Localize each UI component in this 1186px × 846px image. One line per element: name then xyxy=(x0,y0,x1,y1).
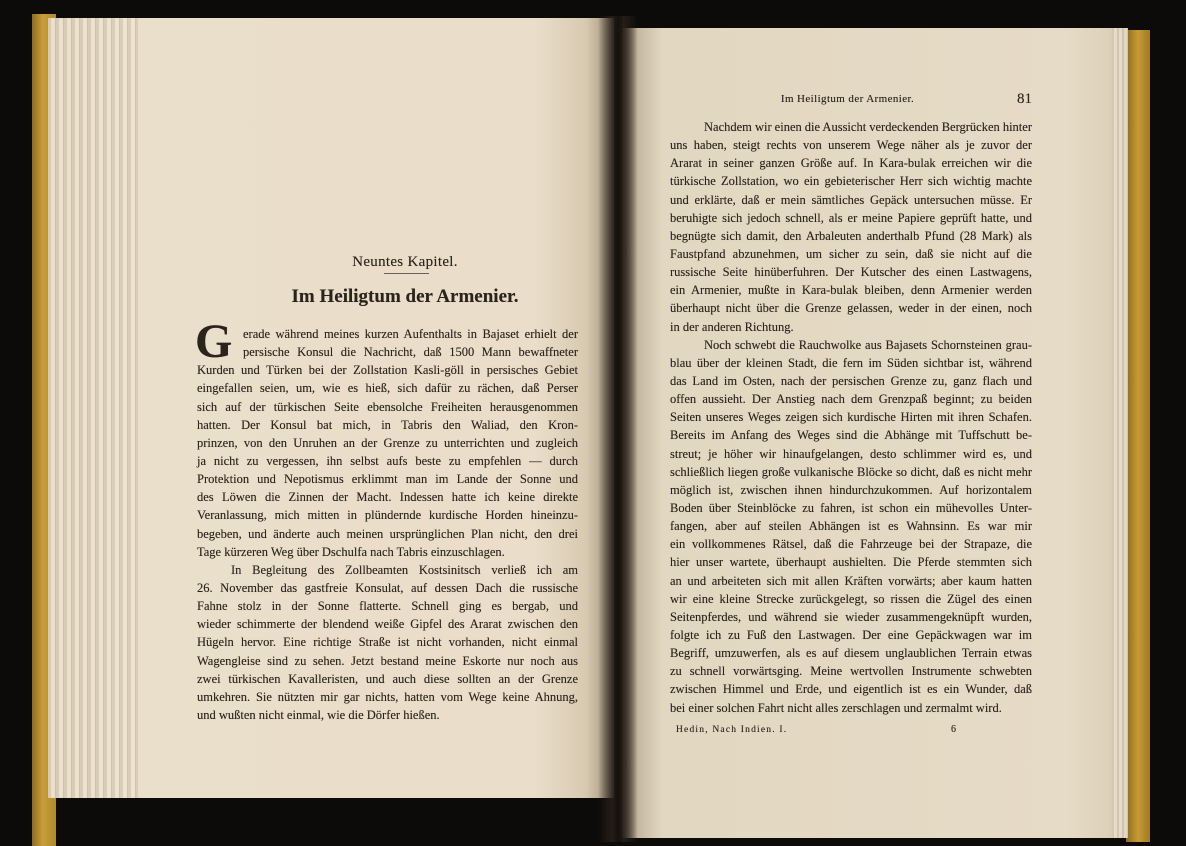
line-text: Kurden und Türken bei der Zollstation Kasli-göll in persisches Gebiet xyxy=(197,363,578,378)
text-line xyxy=(197,615,578,633)
paragraph xyxy=(670,336,1032,717)
line-text: Seiten unseres Weges zeigen sich kurdische Hirten mit ihren Schafen. xyxy=(670,410,1032,425)
text-line xyxy=(197,706,578,724)
line-text: beruhigte sich jedoch schnell, als er meine Papiere geprüft hatte, und xyxy=(670,210,1032,225)
line-text: hier unser wartete, überhaupt aushielten. Die Pferde stemmten sich xyxy=(670,555,1032,570)
line-text: begeben, und änderte auch meinen ursprünglichen Plan nicht, den drei xyxy=(197,526,578,541)
line-text: ein Armenier, mußte in Kara-bulak bleiben, denn Armenier werden xyxy=(670,283,1032,298)
text-line xyxy=(670,191,1032,209)
text-line xyxy=(243,325,578,343)
page-number: 81 xyxy=(1017,91,1032,107)
line-text: Hügeln hervor. Eine richtige Straße ist nicht vorhanden, nicht einmal xyxy=(197,635,578,650)
page-stack-edges-left xyxy=(48,18,138,798)
line-text: Protektion und Nepotismus erklimmt man im Lande der Sonne und xyxy=(197,472,578,487)
text-line xyxy=(197,633,578,651)
text-line xyxy=(197,597,578,615)
text-line xyxy=(197,670,578,688)
paragraph xyxy=(197,561,578,724)
text-line xyxy=(670,463,1032,481)
text-line xyxy=(704,336,1032,354)
line-text: umkehren. Sie nützten mir gar nichts, hatten vom Wege keine Ahnung, xyxy=(197,689,578,704)
book-cover-right-edge xyxy=(1126,30,1150,842)
text-line xyxy=(197,506,578,524)
text-line xyxy=(231,561,578,579)
line-text: eingefallen seien, um, wie es hieß, sich dafür zu rächen, daß Perser xyxy=(197,381,578,396)
line-text: Ararat in seiner ganzen Größe auf. In Kara-bulak erreichen wir die xyxy=(670,156,1032,171)
text-line xyxy=(197,434,578,452)
text-line xyxy=(670,644,1032,662)
text-line xyxy=(197,525,578,543)
text-line xyxy=(670,680,1032,698)
text-line xyxy=(670,136,1032,154)
line-text: folgte ich zu Fuß den Lastwagen. Der eine Gepäckwagen war im xyxy=(670,627,1032,642)
line-text: In Begleitung des Zollbeamten Kostsinitsch verließ ich am xyxy=(231,562,578,577)
running-head: Im Heiligtum der Armenier. xyxy=(780,93,915,105)
line-text: persische Konsul die Nachricht, daß 1500 Mann bewaffneter xyxy=(243,345,578,360)
text-line xyxy=(197,488,578,506)
line-text: überhaupt nicht über die Grenze gelassen, weder in der einen, noch xyxy=(670,301,1032,316)
text-line xyxy=(670,626,1032,644)
line-text: Veranlassung, mich mitten in plündernde kurdische Horden hineinzu- xyxy=(197,508,578,523)
line-text: russische Seite hinüberfuhren. Der Kutscher des einen Lastwagens, xyxy=(670,265,1032,280)
line-text: wir eine kleine Strecke zurückgelegt, so rissen die Zügel des einen xyxy=(670,591,1032,606)
line-text: zwischen Himmel und Erde, und eigentlich ist es ein Wunder, daß xyxy=(670,682,1032,697)
line-text: 26. November das gastfreie Konsulat, auf dessen Dach die russische xyxy=(197,580,578,595)
line-text: streut; je höher wir hinaufgelangen, desto schlimmer wird es, und xyxy=(670,446,1032,461)
text-line xyxy=(670,517,1032,535)
text-line xyxy=(197,452,578,470)
line-text: zwei türkischen Kavalleristen, und auch diese sollten an der Grenze xyxy=(197,671,578,686)
line-text: hatten. Der Konsul bat mich, in Tabris den Waliad, den Kron- xyxy=(197,417,578,432)
text-line xyxy=(670,299,1032,317)
line-text: Seitenpferdes, und während sie wieder zusammengeknüpft wurden, xyxy=(670,609,1032,624)
text-line xyxy=(197,579,578,597)
line-text: zu schnell vorwärtsging. Meine wertvollen Instrumente schwebten xyxy=(670,664,1032,679)
line-text: uns haben, steigt rechts von unserem Wege näher als je zuvor der xyxy=(670,138,1032,153)
line-text: bei einer solchen Fahrt nicht alles zerschlagen und zermalmt wird. xyxy=(670,700,1002,715)
line-text: möglich ist, zwischen ihnen hindurchzukommen. Auf horizontalem xyxy=(670,482,1032,497)
drop-cap: G xyxy=(195,315,233,368)
line-text: sich auf der türkischen Seite ebensolche Freiheiten herausgenommen xyxy=(197,399,578,414)
text-line xyxy=(197,416,578,434)
right-text-column xyxy=(670,118,1032,717)
line-text: wieder schimmerte der blendend weiße Gipfel des Ararat zwischen den xyxy=(197,617,578,632)
line-text: ja nicht zu vergessen, ihn selbst aufs beste zu empfehlen — durch xyxy=(197,453,578,468)
text-line xyxy=(670,172,1032,190)
text-line xyxy=(197,470,578,488)
page-stack-edges-right xyxy=(1112,28,1128,838)
text-line xyxy=(197,361,578,379)
text-line xyxy=(197,543,578,561)
paragraph xyxy=(197,325,578,561)
text-line xyxy=(670,699,1032,717)
text-line xyxy=(670,154,1032,172)
text-line xyxy=(670,426,1032,444)
line-text: ein vollkommenes Rätsel, daß die Fahrzeuge bei der Strapaze, die xyxy=(670,537,1032,552)
text-line xyxy=(670,390,1032,408)
text-line xyxy=(670,209,1032,227)
line-text: begnügte sich damit, den Arbaleuten anderthalb Pfund (28 Mark) als xyxy=(670,228,1032,243)
text-line xyxy=(670,318,1032,336)
chapter-label: Neuntes Kapitel. xyxy=(352,254,458,270)
text-line xyxy=(704,118,1032,136)
text-line xyxy=(670,408,1032,426)
line-text: Fahne stolz in der Sonne flatterte. Schnell ging es bergab, und xyxy=(197,599,578,614)
text-line xyxy=(670,445,1032,463)
line-text: Begriff, umzuwerfen, als es auf diesem unglaublichen Terrain etwas xyxy=(670,646,1032,661)
text-line xyxy=(670,354,1032,372)
book-gutter xyxy=(598,16,638,842)
line-text: Wagengleise sind zu sehen. Jetzt bestand meine Eskorte nur noch aus xyxy=(197,653,578,668)
line-text: des Löwen die Zinnen der Macht. Indessen hatte ich keine direkte xyxy=(197,490,578,505)
text-line xyxy=(670,227,1032,245)
line-text: offen aussieht. Der Anstieg nach dem Grenzpaß beginnt; zu beiden xyxy=(670,392,1032,407)
text-line xyxy=(670,608,1032,626)
line-text: an und arbeiteten sich mit allen Kräften vorwärts; aber kaum hatten xyxy=(670,573,1032,588)
line-text: Bereits im Anfang des Weges sind die Abhänge mit Tuffschutt be- xyxy=(670,428,1032,443)
text-line xyxy=(670,372,1032,390)
text-line xyxy=(197,379,578,397)
line-text: Noch schwebt die Rauchwolke aus Bajasets Schornsteinen grau- xyxy=(704,337,1032,352)
text-line xyxy=(670,590,1032,608)
line-text: türkische Zollstation, wo ein gebieterischer Herr sich wichtig machte xyxy=(670,174,1032,189)
text-line xyxy=(670,263,1032,281)
text-line xyxy=(670,535,1032,553)
line-text: Boden über Steinblöcke zu fahren, ist schon ein mühevolles Unter- xyxy=(670,500,1032,515)
paragraph xyxy=(670,118,1032,336)
line-text: und wußten nicht einmal, wie die Dörfer hießen. xyxy=(197,707,440,722)
line-text: in der anderen Richtung. xyxy=(670,319,794,334)
line-text: Nachdem wir einen die Aussicht verdeckenden Bergrücken hinter xyxy=(704,120,1032,134)
chapter-title: Im Heiligtum der Armenier. xyxy=(291,286,519,307)
text-line xyxy=(670,662,1032,680)
text-line xyxy=(670,553,1032,571)
line-text: prinzen, von den Unruhen an der Grenze zu unterrichten und zugleich xyxy=(197,435,578,450)
line-text: und erklärte, daß er mein sämtliches Gepäck untersuchen müsse. Er xyxy=(670,192,1032,207)
footer-signature: Hedin, Nach Indien. I. xyxy=(676,725,788,735)
text-line xyxy=(197,688,578,706)
line-text: schließlich liegen große vulkanische Blöcke so dicht, daß es nicht mehr xyxy=(670,464,1032,479)
line-text: erade während meines kurzen Aufenthalts in Bajaset erhielt der xyxy=(243,327,578,341)
text-line xyxy=(670,499,1032,517)
line-text: Faustpfand abzunehmen, um sicher zu sein, daß sie nicht auf die xyxy=(670,246,1032,261)
chapter-divider xyxy=(384,273,429,274)
line-text: blau über der kleinen Stadt, die fern im Süden sichtbar ist, während xyxy=(670,355,1032,370)
text-line xyxy=(243,343,578,361)
text-line xyxy=(197,398,578,416)
line-text: das Land im Osten, nach der persischen Grenze zu, ganz flach und xyxy=(670,373,1032,388)
line-text: fangen, aber auf steilen Abhängen ist es Wahnsinn. Es war mir xyxy=(670,519,1032,534)
sheet-number: 6 xyxy=(951,724,956,735)
text-line xyxy=(670,281,1032,299)
text-line xyxy=(197,652,578,670)
text-line xyxy=(670,481,1032,499)
text-line xyxy=(670,245,1032,263)
left-text-column xyxy=(197,325,578,724)
line-text: Tage kürzeren Weg über Dschulfa nach Tabris einzuschlagen. xyxy=(197,544,505,559)
text-line xyxy=(670,572,1032,590)
